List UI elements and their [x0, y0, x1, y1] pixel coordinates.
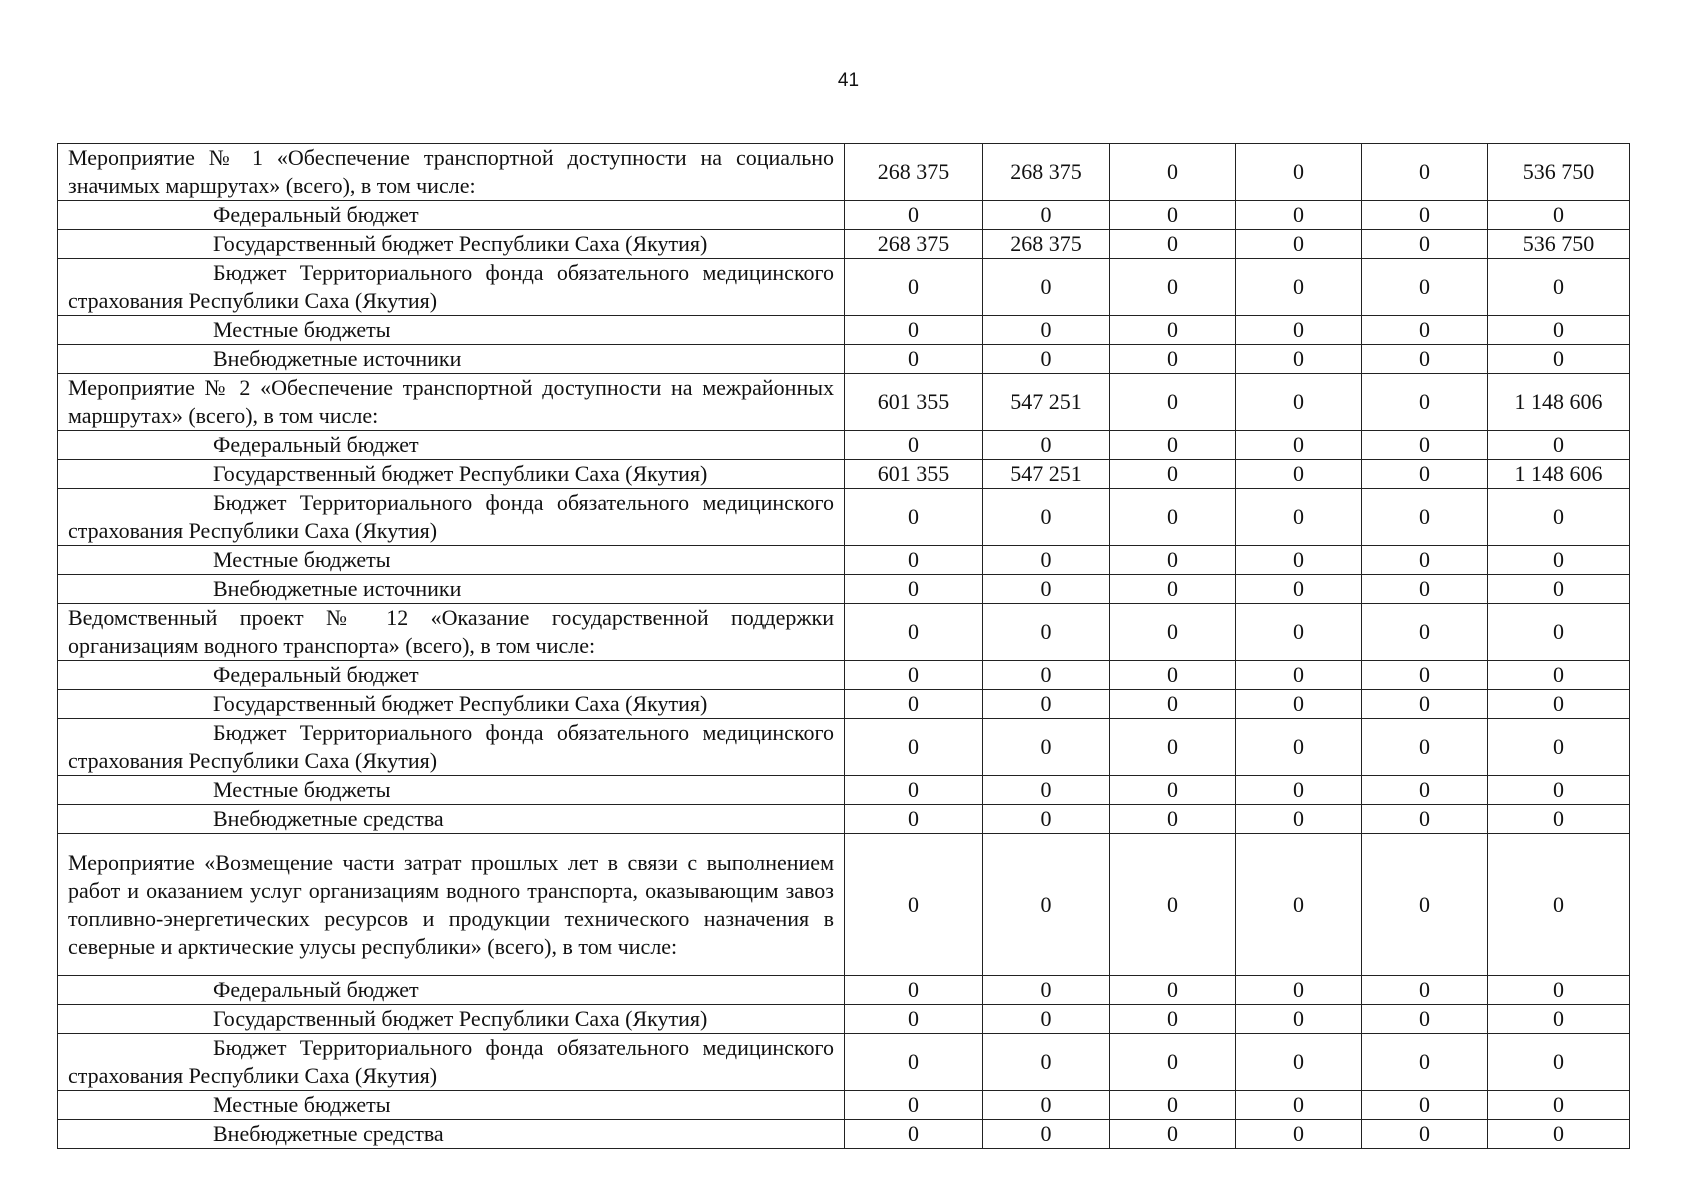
table-row-activity: [58, 144, 1630, 201]
value-cell: 0: [1236, 1034, 1362, 1091]
value-cell: 0: [1362, 345, 1488, 374]
table-row-subitem: [58, 776, 1630, 805]
table-row-subitem: [58, 460, 1630, 489]
table-row-subitem: [58, 719, 1630, 776]
value-cell: 0: [1236, 546, 1362, 575]
total-value-cell: 0: [1488, 345, 1630, 374]
value-cell: 0: [845, 259, 983, 316]
value-cell: 0: [1236, 976, 1362, 1005]
value-cell: 0: [1236, 259, 1362, 316]
value-cell: 0: [1110, 690, 1236, 719]
table-row-subitem: [58, 431, 1630, 460]
value-cell: 601 355: [845, 374, 983, 431]
value-cell: 601 355: [845, 460, 983, 489]
funding-source-label: Бюджет Территориального фонда обязательного медицинского страхования Республики Саха (Якутия): [58, 1034, 845, 1091]
total-value-cell: 1 148 606: [1488, 374, 1630, 431]
value-cell: 0: [1110, 805, 1236, 834]
table-row-subitem: [58, 201, 1630, 230]
value-cell: 0: [1362, 776, 1488, 805]
value-cell: 0: [1110, 834, 1236, 976]
value-cell: 0: [983, 1091, 1110, 1120]
value-cell: 0: [845, 201, 983, 230]
funding-source-label: Государственный бюджет Республики Саха (Якутия): [58, 690, 845, 719]
value-cell: 0: [845, 1120, 983, 1149]
table-row-subitem: [58, 345, 1630, 374]
value-cell: 0: [1236, 345, 1362, 374]
value-cell: 0: [1236, 575, 1362, 604]
total-value-cell: 0: [1488, 259, 1630, 316]
value-cell: 547 251: [983, 374, 1110, 431]
table-row-subitem: [58, 230, 1630, 259]
value-cell: 0: [983, 1005, 1110, 1034]
total-value-cell: 0: [1488, 805, 1630, 834]
value-cell: 268 375: [983, 230, 1110, 259]
table-row-subitem: [58, 489, 1630, 546]
value-cell: 0: [845, 1034, 983, 1091]
table-row-activity: [58, 374, 1630, 431]
value-cell: 0: [1362, 1005, 1488, 1034]
value-cell: 0: [1110, 431, 1236, 460]
value-cell: 0: [845, 431, 983, 460]
value-cell: 0: [845, 661, 983, 690]
value-cell: 0: [845, 316, 983, 345]
table-row-subitem: [58, 976, 1630, 1005]
table-row-activity: [58, 604, 1630, 661]
funding-source-label: Государственный бюджет Республики Саха (Якутия): [58, 1005, 845, 1034]
value-cell: 0: [1110, 719, 1236, 776]
funding-source-label: Федеральный бюджет: [58, 661, 845, 690]
value-cell: 0: [1362, 489, 1488, 546]
value-cell: 0: [1362, 374, 1488, 431]
value-cell: 0: [845, 604, 983, 661]
value-cell: 0: [983, 1034, 1110, 1091]
value-cell: 0: [1236, 489, 1362, 546]
value-cell: 0: [1236, 661, 1362, 690]
page-number: 41: [837, 70, 860, 91]
value-cell: 0: [1110, 316, 1236, 345]
table-row-subitem: [58, 805, 1630, 834]
value-cell: 0: [1236, 1120, 1362, 1149]
activity-label: Ведомственный проект № 12 «Оказание государственной поддержки организациям водного транспорта» (всего), в том числе:: [58, 604, 845, 661]
value-cell: 0: [983, 1120, 1110, 1149]
funding-source-label: Федеральный бюджет: [58, 201, 845, 230]
value-cell: 0: [1362, 834, 1488, 976]
funding-source-label: Внебюджетные источники: [58, 345, 845, 374]
value-cell: 0: [1362, 144, 1488, 201]
total-value-cell: 0: [1488, 1120, 1630, 1149]
value-cell: 0: [1236, 460, 1362, 489]
value-cell: 0: [1110, 259, 1236, 316]
value-cell: 0: [983, 489, 1110, 546]
funding-source-label: Местные бюджеты: [58, 776, 845, 805]
table-row-subitem: [58, 546, 1630, 575]
value-cell: 0: [1110, 604, 1236, 661]
value-cell: 0: [983, 201, 1110, 230]
total-value-cell: 0: [1488, 976, 1630, 1005]
funding-source-label: Местные бюджеты: [58, 1091, 845, 1120]
total-value-cell: 1 148 606: [1488, 460, 1630, 489]
table-row-subitem: [58, 575, 1630, 604]
value-cell: 0: [1110, 1034, 1236, 1091]
total-value-cell: 0: [1488, 201, 1630, 230]
value-cell: 0: [1236, 776, 1362, 805]
value-cell: 0: [845, 1005, 983, 1034]
total-value-cell: 0: [1488, 776, 1630, 805]
funding-source-label: Федеральный бюджет: [58, 431, 845, 460]
value-cell: 0: [1110, 1120, 1236, 1149]
value-cell: 0: [845, 776, 983, 805]
activity-label: Мероприятие «Возмещение части затрат прошлых лет в связи с выполнением работ и оказанием услуг организациям водного транспорта, оказывающим завоз топливно-энергетических ресурсов и продукции технического назначения в северные и арктические улусы республики» (всего), в том числе:: [58, 834, 845, 976]
value-cell: 0: [1110, 144, 1236, 201]
total-value-cell: 0: [1488, 575, 1630, 604]
total-value-cell: 0: [1488, 431, 1630, 460]
total-value-cell: 536 750: [1488, 230, 1630, 259]
total-value-cell: 0: [1488, 719, 1630, 776]
funding-source-label: Бюджет Территориального фонда обязательного медицинского страхования Республики Саха (Якутия): [58, 489, 845, 546]
value-cell: 0: [1236, 805, 1362, 834]
value-cell: 0: [1362, 201, 1488, 230]
value-cell: 0: [1110, 1091, 1236, 1120]
table-row-activity: [58, 834, 1630, 976]
value-cell: 0: [983, 805, 1110, 834]
value-cell: 0: [983, 604, 1110, 661]
value-cell: 0: [1236, 431, 1362, 460]
value-cell: 0: [983, 834, 1110, 976]
value-cell: 0: [1362, 604, 1488, 661]
value-cell: 0: [1362, 546, 1488, 575]
funding-source-label: Внебюджетные источники: [58, 575, 845, 604]
funding-source-label: Бюджет Территориального фонда обязательного медицинского страхования Республики Саха (Якутия): [58, 259, 845, 316]
value-cell: 0: [983, 345, 1110, 374]
value-cell: 0: [983, 546, 1110, 575]
value-cell: 0: [1362, 1034, 1488, 1091]
table-row-subitem: [58, 1005, 1630, 1034]
value-cell: 0: [1236, 834, 1362, 976]
funding-source-label: Местные бюджеты: [58, 316, 845, 345]
total-value-cell: 0: [1488, 546, 1630, 575]
funding-source-label: Внебюджетные средства: [58, 805, 845, 834]
table-row-subitem: [58, 316, 1630, 345]
value-cell: 268 375: [845, 144, 983, 201]
total-value-cell: 0: [1488, 1034, 1630, 1091]
table-row-subitem: [58, 661, 1630, 690]
value-cell: 0: [1362, 431, 1488, 460]
value-cell: 268 375: [983, 144, 1110, 201]
activity-label: Мероприятие № 2 «Обеспечение транспортной доступности на межрайонных маршрутах» (всего), в том числе:: [58, 374, 845, 431]
value-cell: 0: [1362, 259, 1488, 316]
total-value-cell: 0: [1488, 690, 1630, 719]
value-cell: 0: [1362, 661, 1488, 690]
funding-source-label: Государственный бюджет Республики Саха (Якутия): [58, 460, 845, 489]
funding-source-label: Местные бюджеты: [58, 546, 845, 575]
value-cell: 0: [845, 719, 983, 776]
value-cell: 0: [983, 776, 1110, 805]
total-value-cell: 0: [1488, 489, 1630, 546]
value-cell: 0: [983, 661, 1110, 690]
value-cell: 0: [845, 690, 983, 719]
value-cell: 0: [1110, 575, 1236, 604]
value-cell: 0: [1110, 374, 1236, 431]
value-cell: 0: [1362, 719, 1488, 776]
funding-source-label: Внебюджетные средства: [58, 1120, 845, 1149]
value-cell: 0: [983, 431, 1110, 460]
value-cell: 0: [1110, 201, 1236, 230]
value-cell: 0: [1362, 1120, 1488, 1149]
table-row-subitem: [58, 1120, 1630, 1149]
table-row-subitem: [58, 1091, 1630, 1120]
value-cell: 0: [1362, 1091, 1488, 1120]
total-value-cell: 0: [1488, 661, 1630, 690]
value-cell: 0: [845, 345, 983, 374]
value-cell: 0: [1110, 1005, 1236, 1034]
value-cell: 0: [1236, 1091, 1362, 1120]
total-value-cell: 0: [1488, 316, 1630, 345]
value-cell: 547 251: [983, 460, 1110, 489]
value-cell: 0: [845, 546, 983, 575]
value-cell: 0: [1110, 776, 1236, 805]
value-cell: 0: [1362, 460, 1488, 489]
value-cell: 0: [1362, 575, 1488, 604]
value-cell: 268 375: [845, 230, 983, 259]
value-cell: 0: [845, 575, 983, 604]
value-cell: 0: [1236, 374, 1362, 431]
table-body: [58, 144, 1630, 1149]
value-cell: 0: [1110, 230, 1236, 259]
value-cell: 0: [1236, 719, 1362, 776]
value-cell: 0: [845, 1091, 983, 1120]
value-cell: 0: [1362, 230, 1488, 259]
value-cell: 0: [1236, 690, 1362, 719]
value-cell: 0: [1236, 1005, 1362, 1034]
value-cell: 0: [983, 719, 1110, 776]
table-row-subitem: [58, 1034, 1630, 1091]
value-cell: 0: [845, 489, 983, 546]
value-cell: 0: [1236, 316, 1362, 345]
activity-label: Мероприятие № 1 «Обеспечение транспортной доступности на социально значимых маршрутах» (всего), в том числе:: [58, 144, 845, 201]
value-cell: 0: [983, 575, 1110, 604]
value-cell: 0: [1110, 976, 1236, 1005]
value-cell: 0: [1236, 604, 1362, 661]
value-cell: 0: [845, 805, 983, 834]
value-cell: 0: [983, 690, 1110, 719]
value-cell: 0: [1110, 661, 1236, 690]
funding-table: [57, 143, 1630, 1149]
total-value-cell: 0: [1488, 834, 1630, 976]
value-cell: 0: [1362, 805, 1488, 834]
value-cell: 0: [983, 316, 1110, 345]
value-cell: 0: [1110, 345, 1236, 374]
value-cell: 0: [983, 259, 1110, 316]
value-cell: 0: [983, 976, 1110, 1005]
value-cell: 0: [1236, 201, 1362, 230]
value-cell: 0: [1110, 460, 1236, 489]
value-cell: 0: [1362, 316, 1488, 345]
total-value-cell: 0: [1488, 1005, 1630, 1034]
funding-source-label: Бюджет Территориального фонда обязательного медицинского страхования Республики Саха (Якутия): [58, 719, 845, 776]
funding-source-label: Государственный бюджет Республики Саха (Якутия): [58, 230, 845, 259]
value-cell: 0: [1110, 546, 1236, 575]
total-value-cell: 0: [1488, 604, 1630, 661]
value-cell: 0: [1362, 690, 1488, 719]
table-row-subitem: [58, 259, 1630, 316]
value-cell: 0: [845, 834, 983, 976]
table-row-subitem: [58, 690, 1630, 719]
value-cell: 0: [845, 976, 983, 1005]
total-value-cell: 0: [1488, 1091, 1630, 1120]
value-cell: 0: [1110, 489, 1236, 546]
total-value-cell: 536 750: [1488, 144, 1630, 201]
value-cell: 0: [1362, 976, 1488, 1005]
value-cell: 0: [1236, 144, 1362, 201]
funding-source-label: Федеральный бюджет: [58, 976, 845, 1005]
value-cell: 0: [1236, 230, 1362, 259]
